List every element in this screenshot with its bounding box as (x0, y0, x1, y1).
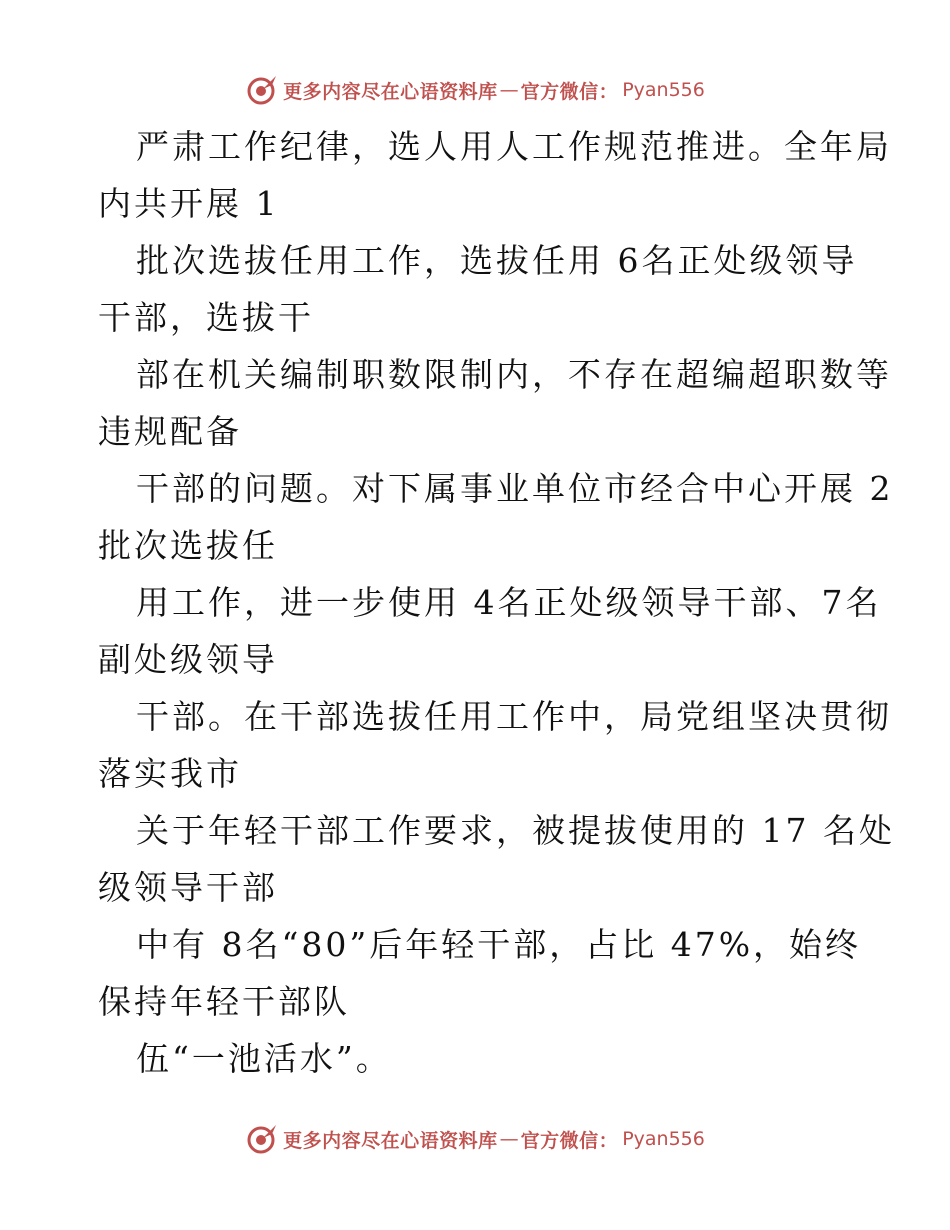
text-line: 级领导干部 (98, 868, 278, 907)
watermark-wechat-label: 官方微信： (520, 80, 619, 103)
watermark-wechat-id: Pyan556 (622, 1128, 705, 1150)
text-line: 中有 8名“80”后年轻干部，占比 47%，始终 (136, 925, 862, 964)
watermark-text: 更多内容尽在心语资料库 (283, 1129, 498, 1152)
text-line: 副处级领导 (98, 640, 278, 679)
quill-logo-icon (245, 1122, 279, 1156)
watermark-wechat-id: Pyan556 (622, 79, 705, 101)
footer-watermark (0, 1122, 950, 1156)
text-line: 内共开展 1 (98, 184, 280, 223)
text-line: 伍“一池活水”。 (136, 1039, 392, 1078)
text-line: 部在机关编制职数限制内，不存在超编超职数等 (136, 355, 892, 394)
text-line: 干部，选拔干 (98, 298, 314, 337)
header-watermark (0, 73, 950, 107)
watermark-text: 更多内容尽在心语资料库 (283, 80, 498, 103)
watermark-dash: — (499, 1128, 519, 1150)
text-line: 用工作，进一步使用 4名正处级领导干部、7名 (136, 583, 882, 622)
text-line: 严肃工作纪律，选人用人工作规范推进。全年局 (136, 127, 892, 166)
text-line: 违规配备 (98, 412, 242, 451)
text-line: 落实我市 (98, 754, 242, 793)
watermark-dash: — (499, 79, 519, 101)
text-line: 保持年轻干部队 (98, 982, 350, 1021)
text-line: 批次选拔任用工作，选拔任用 6名正处级领导 (136, 241, 858, 280)
text-line: 关于年轻干部工作要求，被提拔使用的 17 名处 (136, 811, 895, 850)
watermark-wechat-label: 官方微信： (520, 1129, 619, 1152)
text-line: 干部。在干部选拔任用工作中，局党组坚决贯彻 (136, 697, 892, 736)
quill-logo-icon (245, 73, 279, 107)
text-line: 批次选拔任 (98, 526, 278, 565)
document-body (98, 118, 895, 1087)
text-line: 干部的问题。对下属事业单位市经合中心开展 2 (136, 469, 894, 508)
